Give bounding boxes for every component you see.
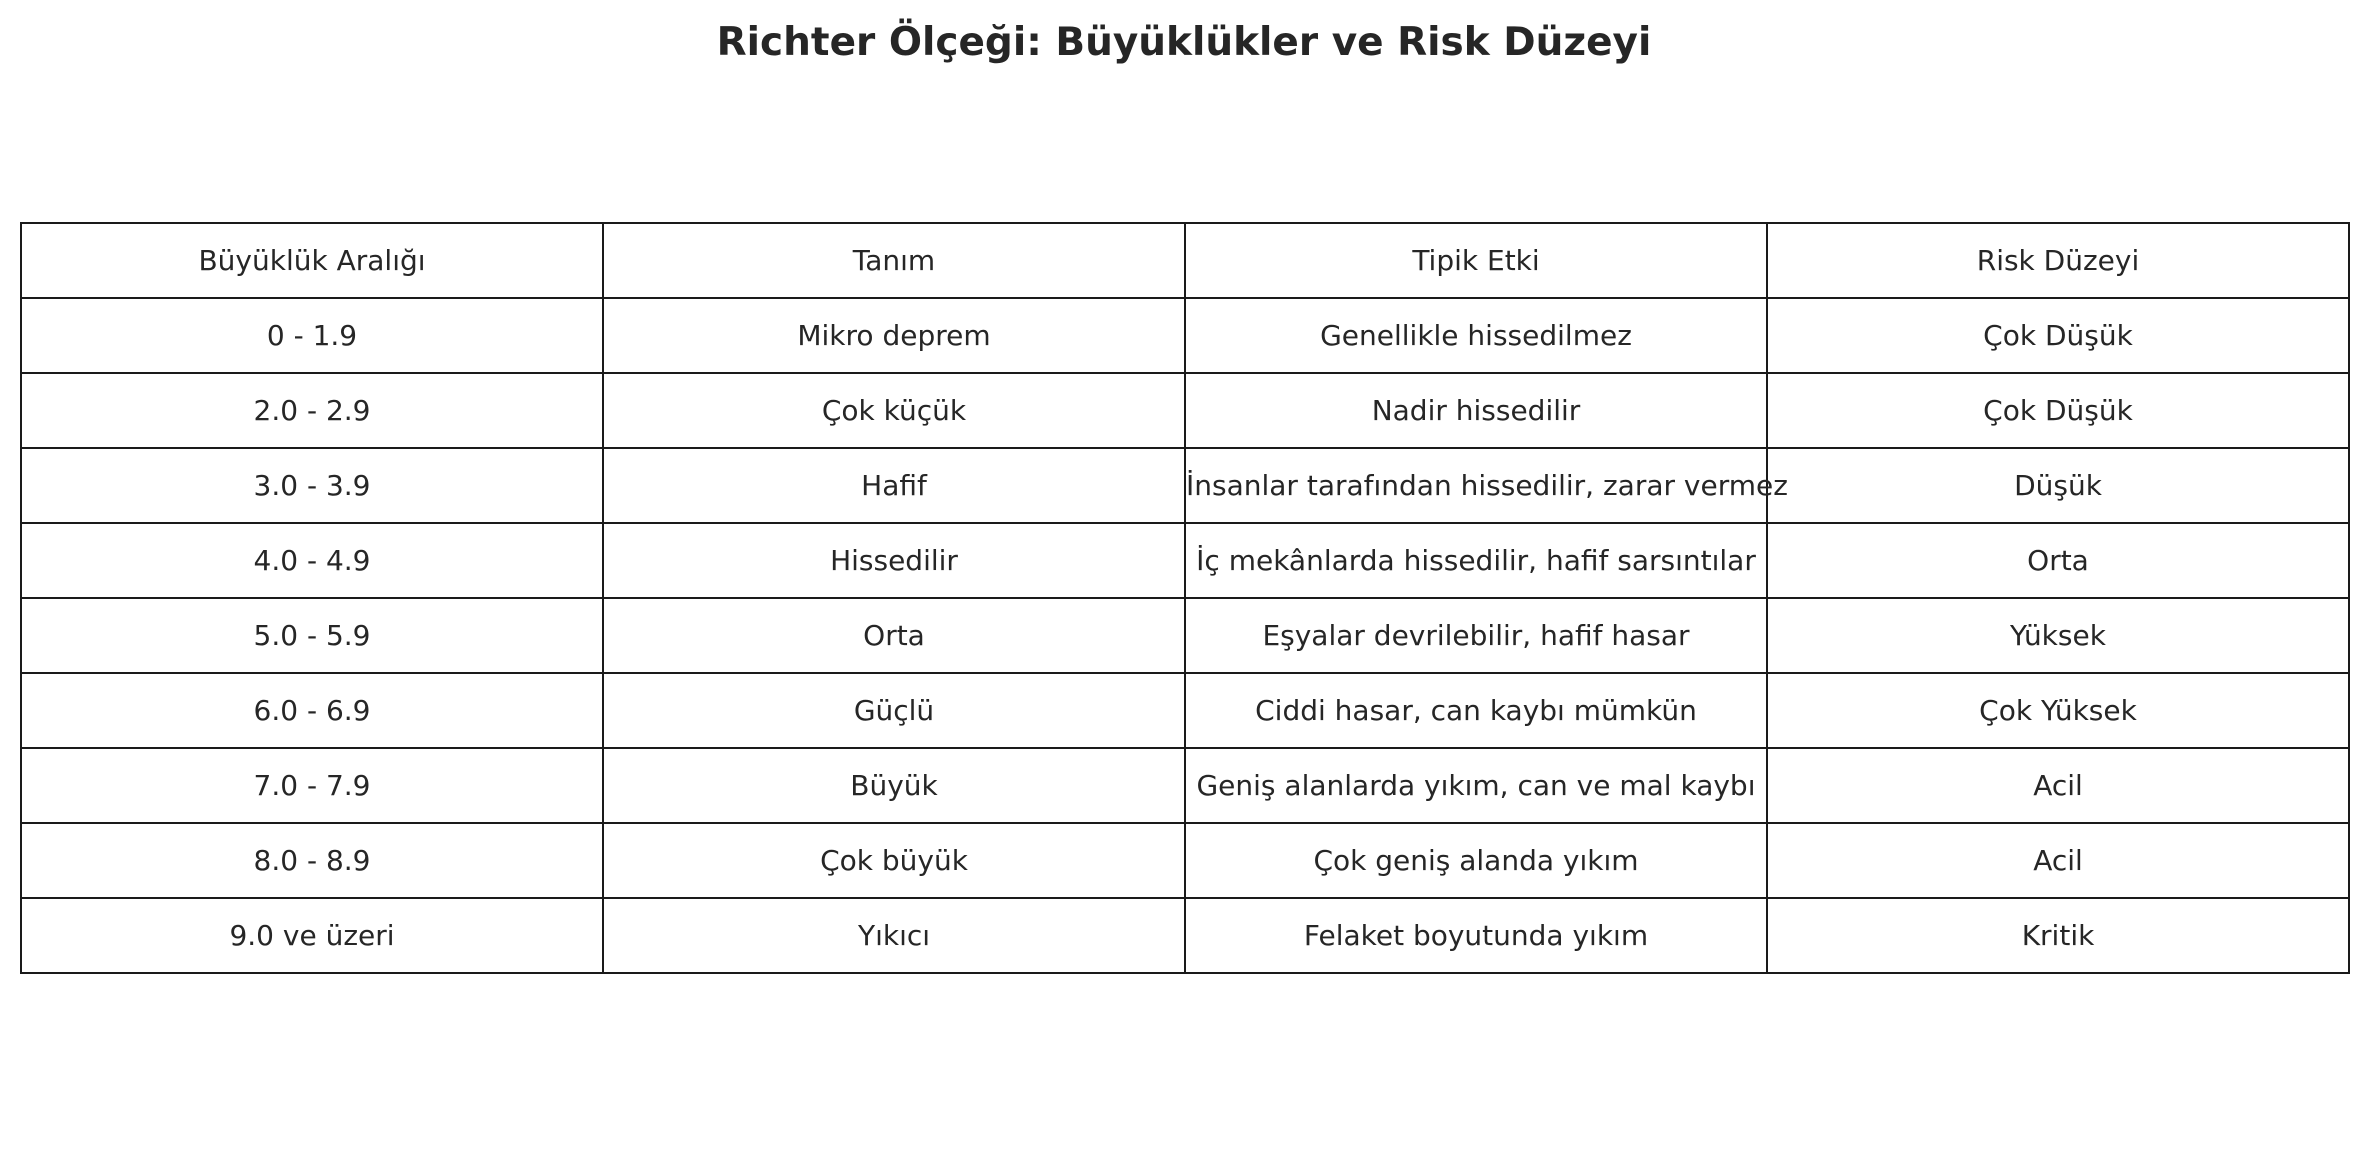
magnitude-range-cell: 7.0 - 7.9 (21, 748, 603, 823)
description-cell: Hissedilir (603, 523, 1185, 598)
risk-level-cell: Düşük (1767, 448, 2349, 523)
table-row (21, 898, 2349, 973)
richter-table (20, 222, 2350, 974)
table-row (21, 298, 2349, 373)
chart-title: Richter Ölçeği: Büyüklükler ve Risk Düzeyi (716, 20, 1652, 65)
typical-effect-cell: Çok geniş alanda yıkım (1185, 823, 1767, 898)
description-cell: Orta (603, 598, 1185, 673)
typical-effect-cell: Eşyalar devrilebilir, hafif hasar (1185, 598, 1767, 673)
description-cell: Mikro deprem (603, 298, 1185, 373)
magnitude-range-cell: 3.0 - 3.9 (21, 448, 603, 523)
table-row (21, 823, 2349, 898)
description-cell: Çok küçük (603, 373, 1185, 448)
table-row (21, 748, 2349, 823)
column-header: Büyüklük Aralığı (21, 223, 603, 298)
magnitude-range-cell: 8.0 - 8.9 (21, 823, 603, 898)
risk-level-cell: Acil (1767, 748, 2349, 823)
column-header: Tanım (603, 223, 1185, 298)
table-row (21, 523, 2349, 598)
column-header: Tipik Etki (1185, 223, 1767, 298)
table-row (21, 598, 2349, 673)
table-header-row (21, 223, 2349, 298)
table-body (21, 298, 2349, 973)
magnitude-range-cell: 5.0 - 5.9 (21, 598, 603, 673)
magnitude-range-cell: 0 - 1.9 (21, 298, 603, 373)
risk-level-cell: Acil (1767, 823, 2349, 898)
magnitude-range-cell: 4.0 - 4.9 (21, 523, 603, 598)
risk-level-cell: Kritik (1767, 898, 2349, 973)
typical-effect-cell: Nadir hissedilir (1185, 373, 1767, 448)
risk-level-cell: Çok Düşük (1767, 373, 2349, 448)
typical-effect-cell: Ciddi hasar, can kaybı mümkün (1185, 673, 1767, 748)
table-row (21, 373, 2349, 448)
table-row (21, 448, 2349, 523)
magnitude-range-cell: 6.0 - 6.9 (21, 673, 603, 748)
description-cell: Büyük (603, 748, 1185, 823)
table-row (21, 673, 2349, 748)
typical-effect-cell: Geniş alanlarda yıkım, can ve mal kaybı (1185, 748, 1767, 823)
risk-level-cell: Çok Yüksek (1767, 673, 2349, 748)
magnitude-range-cell: 9.0 ve üzeri (21, 898, 603, 973)
risk-level-cell: Yüksek (1767, 598, 2349, 673)
typical-effect-cell: İnsanlar tarafından hissedilir, zarar vermez (1185, 448, 1767, 523)
typical-effect-cell: Genellikle hissedilmez (1185, 298, 1767, 373)
description-cell: Yıkıcı (603, 898, 1185, 973)
typical-effect-cell: Felaket boyutunda yıkım (1185, 898, 1767, 973)
description-cell: Hafif (603, 448, 1185, 523)
typical-effect-cell: İç mekânlarda hissedilir, hafif sarsıntılar (1185, 523, 1767, 598)
description-cell: Güçlü (603, 673, 1185, 748)
magnitude-range-cell: 2.0 - 2.9 (21, 373, 603, 448)
risk-level-cell: Çok Düşük (1767, 298, 2349, 373)
column-header: Risk Düzeyi (1767, 223, 2349, 298)
description-cell: Çok büyük (603, 823, 1185, 898)
risk-level-cell: Orta (1767, 523, 2349, 598)
